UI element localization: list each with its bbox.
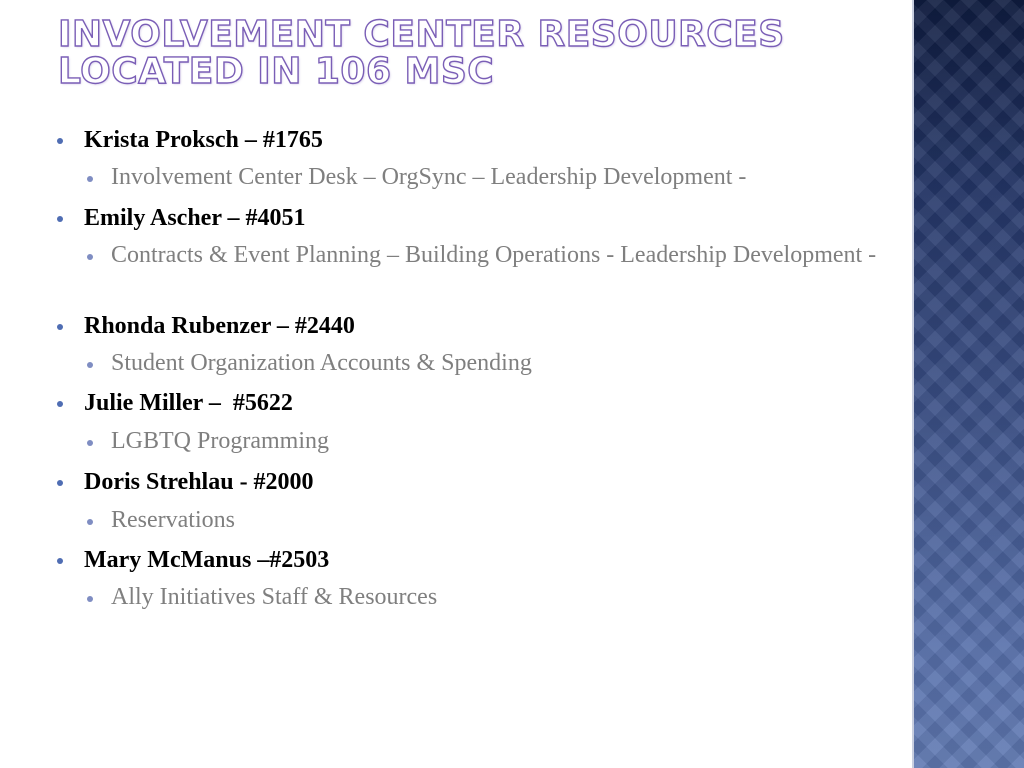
title-line-2: LOCATED IN 106 MSC (58, 51, 495, 93)
contact-duties (54, 348, 894, 379)
contact-name (54, 124, 323, 156)
contact-name (54, 387, 293, 419)
decorative-sidebar (912, 0, 1024, 768)
bullet-icon (57, 324, 63, 330)
contact-duties-text: Ally Initiatives Staff & Resources (111, 584, 438, 610)
bullet-icon (87, 519, 93, 525)
contact-name-text: Rhonda Rubenzer – #2440 (84, 313, 355, 339)
bullet-icon (57, 558, 63, 564)
contact-duties (54, 240, 894, 271)
contact-name (54, 310, 355, 342)
contact-name (54, 202, 306, 234)
bullet-icon (87, 362, 93, 368)
bullet-icon (57, 401, 63, 407)
contact-name (54, 466, 314, 498)
bullet-icon (57, 138, 63, 144)
bullet-icon (57, 480, 63, 486)
contact-duties (54, 582, 894, 613)
contact-name-text: Mary McManus –#2503 (84, 547, 330, 573)
bullet-icon (87, 440, 93, 446)
contact-duties (54, 505, 894, 536)
bullet-icon (87, 254, 93, 260)
title-line-1: INVOLVEMENT CENTER RESOURCES (58, 14, 785, 55)
bullet-icon (87, 596, 93, 602)
contact-name (54, 544, 329, 576)
contact-name-text: Doris Strehlau - #2000 (84, 469, 314, 495)
contact-name-text: Emily Ascher – #4051 (84, 205, 306, 231)
slide-title (58, 14, 785, 93)
contact-name-text: Krista Proksch – #1765 (84, 127, 323, 153)
contact-duties-text: Involvement Center Desk – OrgSync – Leadership Development - (111, 164, 747, 190)
contact-duties-text: Student Organization Accounts & Spending (111, 350, 532, 376)
contact-name-text: Julie Miller – #5622 (84, 390, 293, 416)
bullet-icon (57, 216, 63, 222)
contact-duties (54, 426, 894, 457)
contact-duties-text: Contracts & Event Planning – Building Operations - Leadership Development - (111, 242, 877, 268)
bullet-icon (87, 176, 93, 182)
contact-duties-text: Reservations (111, 507, 235, 533)
contact-duties-text: LGBTQ Programming (111, 428, 329, 454)
contact-duties (54, 162, 894, 193)
